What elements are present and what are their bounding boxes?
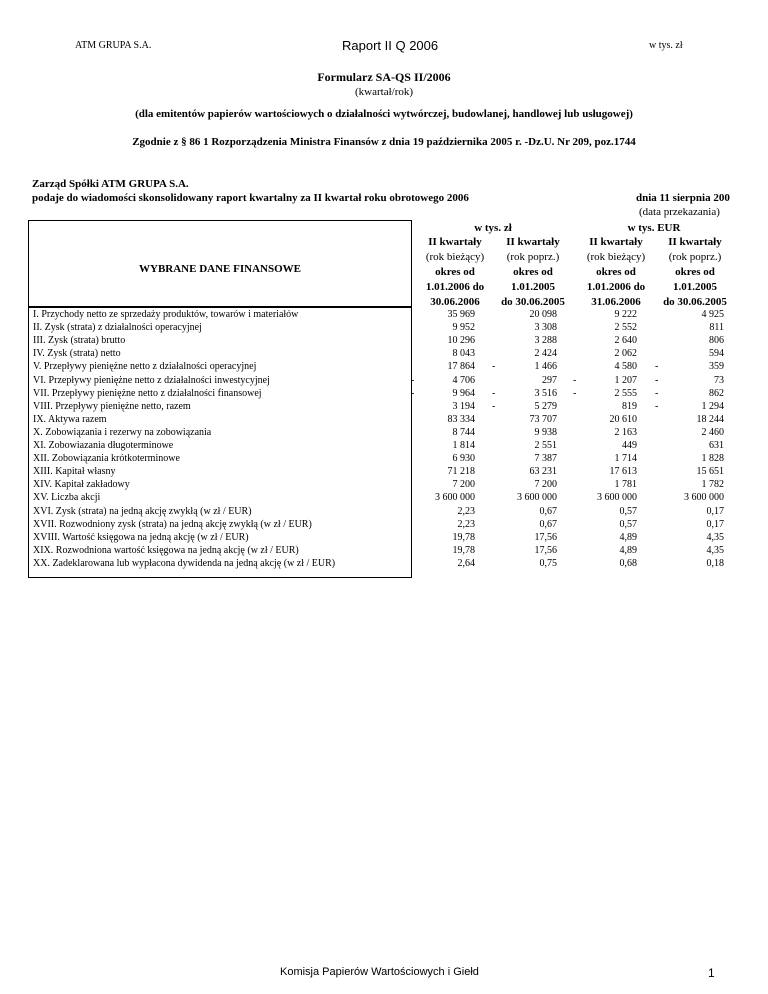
table-cell: 2 460 [701, 426, 724, 438]
table-cell: 1 828 [701, 453, 724, 465]
column-header-line: 31.06.2006 [591, 296, 641, 308]
column-header-line: (rok poprz.) [668, 251, 722, 263]
table-cell: 1 782 [701, 479, 724, 491]
table-cell: 1 814 [452, 440, 475, 451]
table-cell: 3 516 [534, 387, 557, 399]
row-label: II. Zysk (strata) z działalności operacyjnej [33, 322, 202, 334]
table-cell: 7 200 [452, 479, 475, 491]
form-title: Formularz SA-QS II/2006 [317, 70, 451, 84]
table-cell: 2 163 [614, 426, 637, 438]
row-label: X. Zobowiązania i rezerwy na zobowiązania [33, 426, 212, 438]
table-cell: 0,57 [619, 505, 637, 517]
column-header-line: okres od [513, 266, 553, 278]
column-header-line: II kwartały [589, 236, 643, 248]
table-cell: 297 [542, 374, 557, 386]
table-cell: 2 424 [534, 348, 557, 360]
table-cell: 63 231 [529, 466, 557, 478]
page-number: 1 [708, 966, 715, 980]
row-label: VII. Przepływy pieniężne netto z działalności finansowej [33, 387, 262, 399]
table-cell: 73 [714, 374, 724, 386]
table-cell: 2 640 [614, 335, 637, 347]
row-label: IX. Aktywa razem [33, 413, 107, 425]
table-cell: 9 938 [534, 426, 557, 438]
column-header-line: (rok bieżący) [425, 251, 485, 263]
minus-sign: - [573, 374, 577, 386]
table-cell: 9 952 [452, 322, 475, 334]
minus-sign: - [573, 387, 577, 399]
form-subtitle: (kwartał/rok) [354, 86, 414, 98]
table-cell: 3 308 [534, 322, 557, 334]
column-header [493, 235, 573, 310]
header-report: Raport II Q 2006 [342, 38, 439, 53]
table-cell: 811 [709, 322, 724, 334]
table-cell: 3 288 [534, 335, 557, 347]
table-cell: 2 552 [614, 322, 637, 334]
column-header-line: do 30.06.2005 [663, 296, 727, 308]
row-label: XIII. Kapitał własny [33, 466, 116, 478]
table-cell: 9 964 [452, 387, 475, 399]
column-header-line: 1.01.2005 [673, 281, 717, 293]
table-cell: 71 218 [447, 466, 475, 478]
table-cell: 7 200 [534, 479, 557, 491]
row-label: XI. Zobowiazania długoterminowe [33, 440, 174, 451]
table-cell: 20 610 [609, 413, 637, 425]
column-header-line: II kwartały [668, 236, 722, 248]
issuer-type: (dla emitentów papierów wartościowych o działalności wytwórczej, budowlanej, handlowej lub usługowej) [135, 108, 633, 120]
table-cell: 17 613 [609, 466, 637, 478]
table-cell: 1 207 [614, 374, 637, 386]
column-header-line: 1.01.2006 do [586, 281, 646, 293]
board-line-2: podaje do wiadomości skonsolidowany raport kwartalny za II kwartał roku obrotowego 2006 [32, 192, 469, 204]
table-cell: 10 296 [447, 335, 475, 347]
column-header-line: do 30.06.2005 [501, 296, 565, 308]
table-cell: 0,18 [706, 557, 724, 569]
currency-eur: w tys. EUR [627, 222, 681, 234]
minus-sign: - [492, 361, 496, 373]
table-cell: 0,57 [619, 518, 637, 530]
column-header-line: okres od [435, 266, 475, 278]
table-cell: 73 707 [529, 413, 557, 425]
column-header-line: 30.06.2006 [430, 296, 480, 308]
row-label: V. Przepływy pieniężne netto z działalności operacyjnej [33, 361, 257, 373]
table-cell: 3 194 [452, 400, 475, 412]
table-cell: 1 781 [614, 479, 637, 491]
table-cell: 2,64 [457, 557, 475, 569]
table-cell: 19,78 [452, 544, 475, 556]
column-header-line: II kwartały [506, 236, 560, 248]
table-cell: 819 [622, 400, 637, 412]
table-cell: 449 [622, 440, 637, 451]
table-cell: 4,89 [619, 531, 637, 543]
table-cell: 1 714 [614, 453, 637, 465]
table-cell: 4 580 [614, 361, 637, 373]
column-header-line: (rok bieżący) [586, 251, 646, 263]
column-header-line: (rok poprz.) [506, 251, 560, 263]
table-cell: 2 555 [614, 387, 637, 399]
column-header [574, 235, 658, 310]
table-cell: 17 864 [447, 361, 475, 373]
row-label: XII. Zobowiązania krótkoterminowe [33, 453, 180, 465]
table-label: WYBRANE DANE FINANSOWE [139, 263, 301, 275]
minus-sign: - [655, 361, 659, 373]
table-cell: 2,23 [457, 518, 475, 530]
table-cell: 0,67 [539, 505, 557, 517]
column-header-line: 1.01.2006 do [425, 281, 485, 293]
row-label: XX. Zadeklarowana lub wypłacona dywidenda na jedną akcję (w zł / EUR) [33, 557, 336, 569]
column-header [654, 235, 736, 310]
regulation: Zgodnie z § 86 1 Rozporządzenia Ministra Finansów z dnia 19 października 2005 r. -Dz.U. Nr 209, poz.1744 [132, 136, 636, 148]
table-cell: 18 244 [696, 413, 724, 425]
column-header-line: 1.01.2005 [511, 281, 555, 293]
minus-sign: - [655, 374, 659, 386]
table-cell: 3 600 000 [517, 492, 557, 504]
minus-sign: - [655, 400, 659, 412]
table-cell: 9 222 [614, 309, 637, 320]
row-label: XV. Liczba akcji [33, 492, 101, 504]
submission-date: dnia 11 sierpnia 200 [636, 192, 730, 204]
table-cell: 83 334 [447, 413, 475, 425]
table-cell: 5 279 [534, 400, 557, 412]
table-cell: 4,89 [619, 544, 637, 556]
table-cell: 6 930 [452, 453, 475, 465]
table-cell: 0,75 [539, 557, 557, 569]
table-cell: 359 [709, 361, 724, 373]
table-cell: 1 466 [534, 361, 557, 373]
table-cell: 862 [709, 387, 724, 399]
table-cell: 0,17 [706, 518, 724, 530]
footer-text: Komisja Papierów Wartościowych i Giełd [280, 966, 479, 978]
row-label: I. Przychody netto ze sprzedaży produktów, towarów i materiałów [33, 309, 299, 320]
minus-sign: - [655, 387, 659, 399]
minus-sign: - [492, 387, 496, 399]
table-cell: 806 [709, 335, 724, 347]
table-cell: 4 706 [452, 374, 475, 386]
row-label: XIX. Rozwodniona wartość księgowa na jedną akcję (w zł / EUR) [33, 544, 299, 556]
table-cell: 0,67 [539, 518, 557, 530]
minus-sign: - [492, 400, 496, 412]
table-cell: 35 969 [447, 309, 475, 320]
table-cell: 1 294 [701, 400, 724, 412]
currency-pln: w tys. zł [474, 222, 512, 234]
column-header-line: okres od [596, 266, 636, 278]
table-cell: 4 925 [701, 309, 724, 320]
column-header [413, 235, 497, 310]
row-label: XVI. Zysk (strata) na jedną akcję zwykłą (w zł / EUR) [33, 505, 252, 517]
table-cell: 2 062 [614, 348, 637, 360]
minus-sign: - [411, 387, 415, 399]
table-cell: 3 600 000 [597, 492, 637, 504]
row-label: XVII. Rozwodniony zysk (strata) na jedną akcję zwykłą (w zł / EUR) [33, 518, 312, 530]
table-cell: 8 744 [452, 426, 475, 438]
table-cell: 8 043 [452, 348, 475, 360]
table-cell: 17,56 [534, 531, 557, 543]
table-cell: 15 651 [696, 466, 724, 478]
table-cell: 0,68 [619, 557, 637, 569]
table-cell: 7 387 [534, 453, 557, 465]
row-label: VI. Przepływy pieniężne netto z działalności inwestycyjnej [33, 374, 270, 386]
table-cell: 17,56 [534, 544, 557, 556]
table-cell: 594 [709, 348, 724, 360]
minus-sign: - [411, 374, 415, 386]
table-cell: 2 551 [534, 440, 557, 451]
column-header-line: okres od [675, 266, 715, 278]
header-unit: w tys. zł [649, 40, 683, 51]
table-cell: 20 098 [529, 309, 557, 320]
submission-date-label: (data przekazania) [639, 206, 720, 218]
row-label: XVIII. Wartość księgowa na jedną akcję (w zł / EUR) [33, 531, 249, 543]
table-cell: 4,35 [706, 531, 724, 543]
column-header-line: II kwartały [428, 236, 482, 248]
table-cell: 2,23 [457, 505, 475, 517]
row-label: VIII. Przepływy pieniężne netto, razem [33, 400, 191, 412]
header-company: ATM GRUPA S.A. [75, 40, 152, 51]
table-cell: 3 600 000 [435, 492, 475, 504]
row-label: III. Zysk (strata) brutto [33, 335, 126, 347]
row-label: XIV. Kapitał zakładowy [33, 479, 130, 491]
table-cell: 3 600 000 [684, 492, 724, 504]
board-line-1: Zarząd Spółki ATM GRUPA S.A. [32, 178, 189, 190]
table-cell: 0,17 [706, 505, 724, 517]
table-cell: 631 [709, 440, 724, 451]
table-cell: 19,78 [452, 531, 475, 543]
row-label: IV. Zysk (strata) netto [33, 348, 121, 360]
table-cell: 4,35 [706, 544, 724, 556]
